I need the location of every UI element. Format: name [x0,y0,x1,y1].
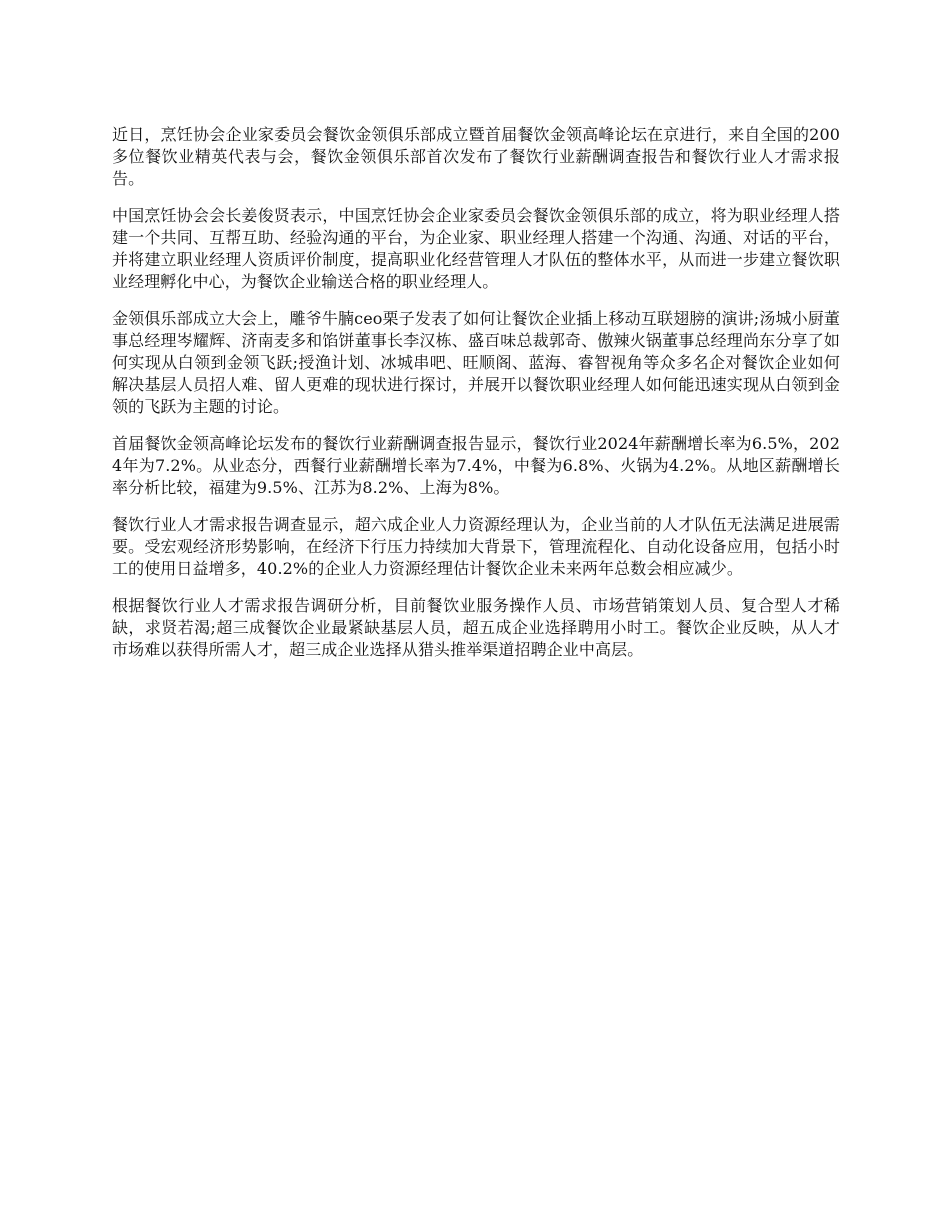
paragraph-5: 餐饮行业人才需求报告调查显示，超六成企业人力资源经理认为，企业当前的人才队伍无法满足进展需要。受宏观经济形势影响，在经济下行压力持续加大背景下，管理流程化、自动化设备应用，包括小时工的使用日益增多，40.2%的企业人力资源经理估计餐饮企业未来两年总数会相应减少。 [112,515,840,578]
paragraph-6: 根据餐饮行业人才需求报告调研分析，目前餐饮业服务操作人员、市场营销策划人员、复合型人才稀缺，求贤若渴;超三成餐饮企业最紧缺基层人员，超五成企业选择聘用小时工。餐饮企业反映，从人才市场难以获得所需人才，超三成企业选择从猎头推举渠道招聘企业中高层。 [112,596,840,659]
paragraph-3: 金领俱乐部成立大会上，雕爷牛腩ceo栗子发表了如何让餐饮企业插上移动互联翅膀的演讲;汤城小厨董事总经理岑耀辉、济南麦多和馅饼董事长李汉栋、盛百味总裁郭奇、傲辣火锅董事总经理尚东分享了如何实现从白领到金领飞跃;授渔计划、冰城串吧、旺顺阁、蓝海、睿智视角等众多名企对餐饮企业如何解决基层人员招人难、留人更难的现状进行探讨，并展开以餐饮职业经理人如何能迅速实现从白领到金领的飞跃为主题的讨论。 [112,309,840,416]
paragraph-1: 近日，烹饪协会企业家委员会餐饮金领俱乐部成立暨首届餐饮金领高峰论坛在京进行，来自全国的200多位餐饮业精英代表与会，餐饮金领俱乐部首次发布了餐饮行业薪酬调查报告和餐饮行业人才需求报告。 [112,125,840,188]
article-body [112,124,840,676]
paragraph-2: 中国烹饪协会会长姜俊贤表示，中国烹饪协会企业家委员会餐饮金领俱乐部的成立，将为职业经理人搭建一个共同、互帮互助、经验沟通的平台，为企业家、职业经理人搭建一个沟通、沟通、对话的平台，并将建立职业经理人资质评价制度，提高职业化经营管理人才队伍的整体水平，从而进一步建立餐饮职业经理孵化中心，为餐饮企业输送合格的职业经理人。 [112,206,840,291]
paragraph-4: 首届餐饮金领高峰论坛发布的餐饮行业薪酬调查报告显示，餐饮行业2024年薪酬增长率为6.5%，2024年为7.2%。从业态分，西餐行业薪酬增长率为7.4%，中餐为6.8%、火锅为4.2%。从地区薪酬增长率分析比较，福建为9.5%、江苏为8.2%、上海为8%。 [112,434,840,497]
